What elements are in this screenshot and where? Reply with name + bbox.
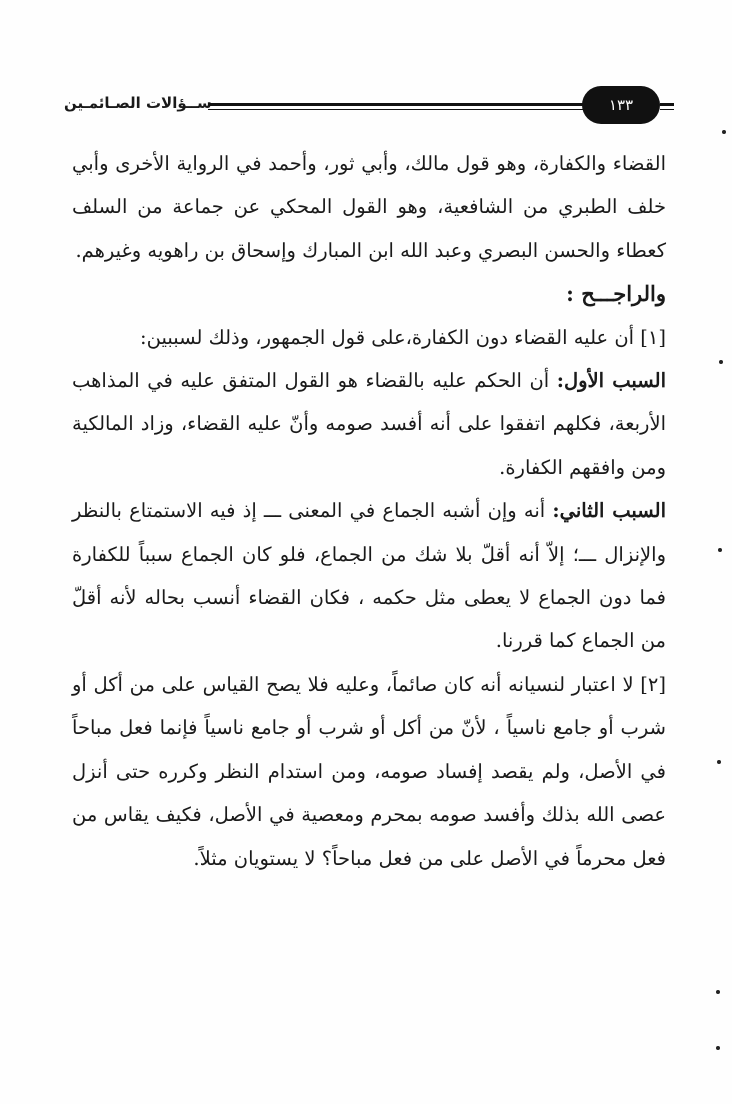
rajih-heading: والراجـــح : bbox=[566, 281, 666, 307]
margin-mark bbox=[717, 760, 721, 764]
header-rule-right bbox=[660, 103, 674, 110]
paragraph-point-2: [٢] لا اعتبار لنسيانه أنه كان صائماً، وعليه فلا يصح القياس على من أكل أو شرب أو جامع ناسياً ، لأنّ من أكل أو شرب أو جامع ناسياً فإنما فعل مباحاً في الأصل، ولم يقصد إفساد صومه، ومن استدام النظر وكرره حتى أنزل عصى الله بذلك وأفسد صومه بمحرم ومعصية في الأصل، فكيف يقاس من فعل محرماً في الأصل على من فعل مباحاً؟ لا يستويان مثلاً. bbox=[72, 672, 666, 870]
margin-mark bbox=[716, 990, 720, 994]
reason-1-label: السبب الأول: bbox=[556, 369, 666, 393]
reason-1-text: أن الحكم عليه بالقضاء هو القول المتفق عليه في المذاهب الأربعة، فكلهم اتفقوا على أنه أفسد صومه وأنّ عليه القضاء، وزاد المالكية ومن وافقهم الكفارة. bbox=[72, 369, 666, 479]
header-rule bbox=[208, 103, 584, 110]
paragraph-opinions: القضاء والكفارة، وهو قول مالك، وأبي ثور، وأحمد في الرواية الأخرى وأبي خلف الطبري من الشافعية، وهو القول المحكي عن جماعة من السلف كعطاء والحسن البصري وعبد الله ابن المبارك وإسحاق بن راهويه وغيرهم. bbox=[72, 152, 666, 262]
margin-mark bbox=[722, 130, 726, 134]
margin-mark bbox=[716, 1046, 720, 1050]
margin-mark bbox=[718, 548, 722, 552]
header-title: ســؤالات الصـائمـين bbox=[64, 94, 212, 112]
page-number: ١٣٣ bbox=[582, 86, 660, 124]
page-body bbox=[72, 142, 666, 880]
paragraph-reason-1 bbox=[72, 359, 666, 489]
reason-2-text: أنه وإن أشبه الجماع في المعنى ـــ إذ فيه الاستمتاع بالنظر والإنزال ـــ؛ إلاّ أنه أقلّ بلا شك من الجماع، فلو كان الجماع سبباً للكفارة فما دون الجماع لا يعطى مثل حكمه ، فكان القضاء أنسب بحاله لأنه أقلّ من الجماع كما قررنا. bbox=[72, 499, 666, 653]
running-header bbox=[62, 86, 674, 126]
paragraph-point-1: [١] أن عليه القضاء دون الكفارة،على قول الجمهور، وذلك لسببين: bbox=[140, 325, 666, 349]
margin-mark bbox=[719, 360, 723, 364]
reason-2-label: السبب الثاني: bbox=[552, 499, 666, 523]
paragraph-reason-2 bbox=[72, 489, 666, 663]
